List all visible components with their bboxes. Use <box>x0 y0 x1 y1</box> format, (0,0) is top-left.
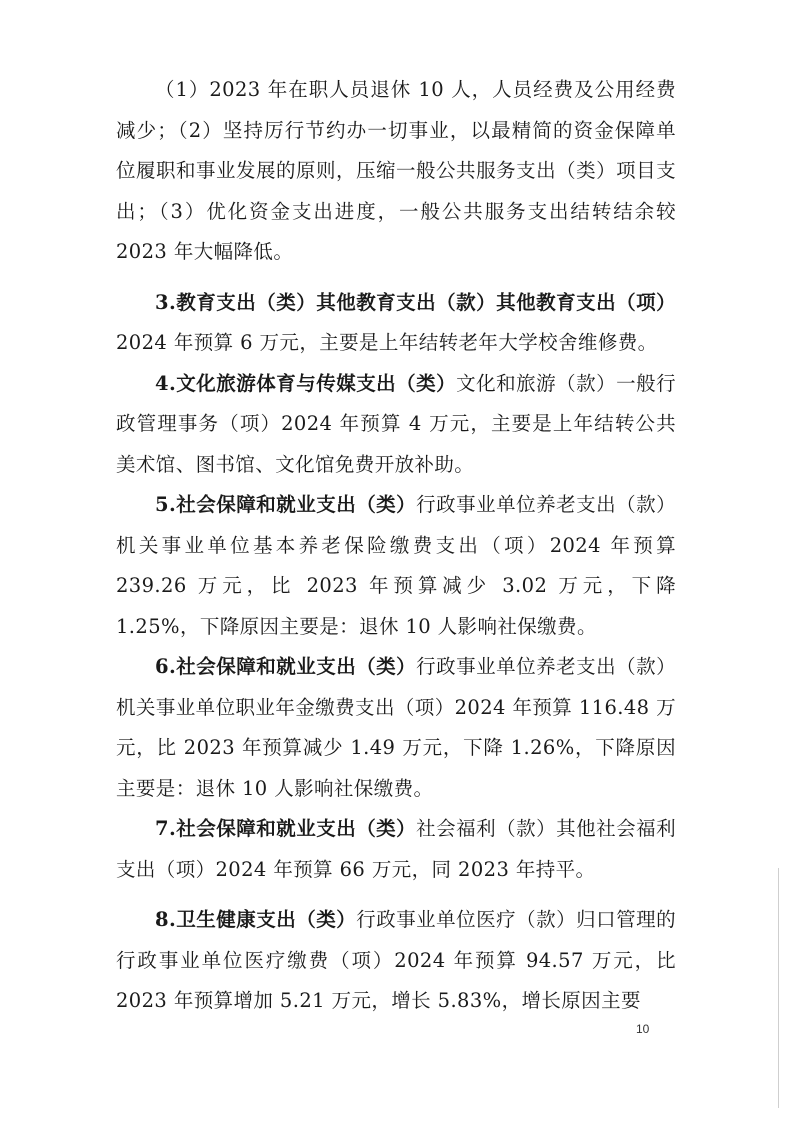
paragraph-text: 文化和旅游（款）一般行政管理事务（项）2024 年预算 4 万元，主要是上年结转公共美术馆、图书馆、文化馆免费开放补助。 <box>116 371 676 476</box>
paragraph-heading: 7.社会保障和就业支出（类） <box>155 817 417 840</box>
paragraph-text: 社会福利（款）其他社会福利支出（项）2024 年预算 66 万元，同 2023 年持平。 <box>116 817 676 881</box>
paragraph-heading: 3.教育支出（类）其他教育支出（款）其他教育支出（项） <box>155 290 676 314</box>
paragraph-pension-insurance <box>116 485 676 647</box>
paragraph-text: （1）2023 年在职人员退休 10 人，人员经费及公用经费减少；（2）坚持厉行节约办一切事业，以最精简的资金保障单位履职和事业发展的原则，压缩一般公共服务支出（类）项目支出；（3）优化资金支出进度，一般公共服务支出结转结余较 2023 年大幅降低。 <box>116 78 676 263</box>
paragraph-education <box>116 283 676 364</box>
paragraph-heading: 4.文化旅游体育与传媒支出（类） <box>155 371 457 395</box>
paragraph-culture <box>116 364 676 486</box>
paragraph-budget-reasons <box>116 70 676 273</box>
page-number: 10 <box>636 1022 650 1036</box>
paragraph-text: 2024 年预算 6 万元，主要是上年结转老年大学校舍维修费。 <box>116 331 658 354</box>
paragraph-heading: 6.社会保障和就业支出（类） <box>155 655 417 678</box>
paragraph-text: 行政事业单位养老支出（款）机关事业单位基本养老保险缴费支出（项）2024 年预算 239.26 万元，比 2023 年预算减少 3.02 万元，下降 1.25%，下降原因主要是：退休 10 人影响社保缴费。 <box>116 493 676 638</box>
paragraph-social-welfare <box>116 809 676 890</box>
paragraph-text: 行政事业单位养老支出（款）机关事业单位职业年金缴费支出（项）2024 年预算 116.48 万元，比 2023 年预算减少 1.49 万元，下降 1.26%，下降原因主要是：退休 10 人影响社保缴费。 <box>116 655 676 800</box>
paragraph-heading: 8.卫生健康支出（类） <box>155 908 357 931</box>
paragraph-heading: 5.社会保障和就业支出（类） <box>155 493 417 516</box>
paragraph-health <box>116 900 676 1022</box>
body-text <box>116 70 676 1022</box>
scan-edge-line <box>778 868 779 1108</box>
paragraph-text: 行政事业单位医疗（款）归口管理的行政事业单位医疗缴费（项）2024 年预算 94.57 万元，比 2023 年预算增加 5.21 万元，增长 5.83%，增长原因主要 <box>116 908 677 1012</box>
paragraph-occupational-annuity <box>116 647 676 809</box>
